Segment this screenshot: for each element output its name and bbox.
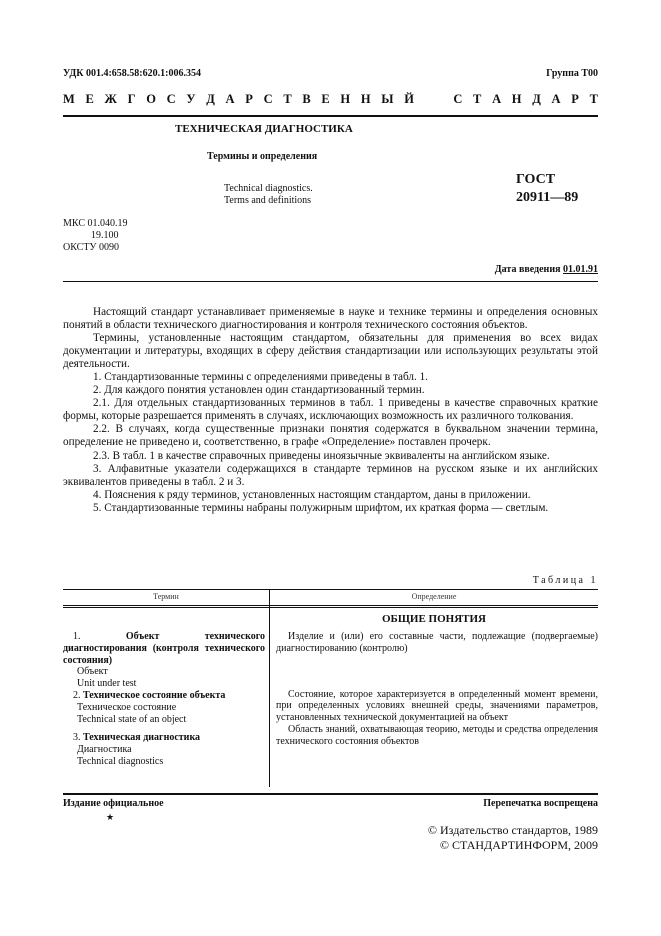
gost-code: 20911—89 (516, 190, 579, 205)
table-header-definition: Определение (411, 592, 457, 601)
banner-letter: А (225, 92, 235, 106)
table-row-term (63, 690, 265, 702)
term-name: Техническое состояние объекта (83, 689, 226, 701)
gost-label: ГОСТ (516, 172, 556, 187)
paragraph: 2. Для каждого понятия установлен один стандартизованный термин. (93, 384, 425, 397)
paragraph: 2.1. Для отдельных стандартизованных терминов в табл. 1 приведены в качестве справочных краткие формы, которые разрешается применять в случаях, исключающих возможность их различного толкования. (63, 397, 598, 423)
gost-number (516, 171, 578, 207)
banner-letter: Й (404, 92, 414, 106)
classification-codes (63, 218, 127, 254)
banner-letter: Н (360, 92, 371, 106)
table-row-term (63, 631, 265, 666)
english-title-line: Terms and definitions (224, 195, 312, 206)
term-short: Диагностика (77, 744, 132, 756)
banner-letter: Т (283, 92, 292, 106)
table-header-term: Термин (153, 592, 179, 601)
body-text (63, 306, 598, 515)
document-subtitle: Термины и определения (207, 151, 318, 162)
paragraph: Настоящий стандарт устанавливает применяемые в науке и технике термины и определения основных понятий в области технического диагностирования и контроля технического состояния объектов. (63, 306, 598, 332)
banner-letter: А (551, 92, 561, 106)
copyright-line: © СТАНДАРТИНФОРМ, 2009 (439, 838, 598, 852)
english-title (224, 183, 313, 207)
banner-letter: С (263, 92, 273, 106)
paragraph: 2.2. В случаях, когда существенные признаки понятия содержатся в буквальном значении термина, определение не приведено и, соответственно, в графе «Определение» поставлен прочерк. (63, 423, 598, 449)
copyright (428, 823, 598, 853)
banner-letter: Т (473, 92, 482, 106)
mks-code: МКС 01.040.19 (63, 218, 128, 229)
term-number: 1. (73, 631, 81, 642)
term-number: 3. (73, 732, 81, 744)
banner-letter: Ж (104, 92, 117, 106)
term-number: 2. (73, 689, 81, 701)
banner-letter: Д (532, 92, 541, 106)
banner-letter: С (166, 92, 176, 106)
paragraph: 5. Стандартизованные термины набраны полужирным шрифтом, их краткая форма — светлым. (93, 501, 549, 514)
table-header-rule (63, 607, 598, 608)
term-english: Technical diagnostics (77, 755, 164, 767)
paragraph: 2.3. В табл. 1 в качестве справочных приведены иноязычные эквиваленты на английском языке. (93, 449, 550, 462)
banner-gap (425, 92, 443, 107)
english-title-line: Technical diagnostics. (224, 183, 313, 194)
banner-letter: Е (321, 92, 330, 106)
intro-date-value: 01.01.91 (563, 264, 598, 275)
oksty-code: ОКСТУ 0090 (63, 242, 120, 253)
header-rule (63, 115, 598, 117)
banner-letter: Д (206, 92, 215, 106)
banner-letter: В (302, 92, 311, 106)
term-name: Объект технического диагностирования (контроля технического состояния) (63, 631, 265, 666)
intro-date (495, 264, 598, 275)
reprint-notice: Перепечатка воспрещена (483, 798, 598, 809)
term-name: Техническая диагностика (83, 732, 201, 744)
intro-rule (63, 281, 598, 282)
banner-letter: Н (511, 92, 522, 106)
document-title: ТЕХНИЧЕСКАЯ ДИАГНОСТИКА (175, 123, 353, 135)
table-top-rule (63, 589, 598, 590)
footer-rule (63, 793, 598, 795)
banner-letter: Т (589, 92, 598, 106)
banner-letter: М (63, 92, 75, 106)
banner-letter: Н (340, 92, 351, 106)
banner-letter: Р (571, 92, 579, 106)
banner-letter: О (146, 92, 156, 106)
banner-letter: Ы (381, 92, 394, 106)
banner-letter: Е (85, 92, 94, 106)
mks-code: 19.100 (91, 230, 119, 241)
paragraph: 1. Стандартизованные термины с определениями приведены в табл. 1. (93, 371, 428, 384)
paragraph: Термины, установленные настоящим стандартом, обязательны для применения во всех видах документации и литературы, входящих в сферу действия стандартизации или использующих результаты этой деятельности. (63, 332, 598, 371)
table-row-definition: Состояние, которое характеризуется в определенный момент времени, при определенных условиях внешней среды, значениями параметров, установленных технической документацией на объект (276, 688, 598, 724)
banner-letter: А (492, 92, 502, 106)
banner-letter: Р (245, 92, 253, 106)
term-short: Объект (77, 666, 108, 678)
paragraph: 3. Алфавитные указатели содержащихся в стандарте терминов на русском языке и их английских эквивалентов приведены в табл. 2 и 3. (63, 462, 598, 488)
terms-column (63, 631, 265, 768)
table-label: Таблица 1 (532, 575, 598, 586)
banner-letter: С (453, 92, 463, 106)
copyright-line: © Издательство стандартов, 1989 (427, 823, 598, 837)
table-section-title: ОБЩИЕ ПОНЯТИЯ (381, 613, 486, 625)
official-edition: Издание официальное (63, 798, 164, 809)
star-icon: ★ (106, 812, 115, 822)
table-row-definition: Изделие и (или) его составные части, подлежащие (подвергаемые) диагностированию (контролю) (276, 631, 598, 654)
banner-letter: У (186, 92, 196, 106)
standard-banner (63, 92, 598, 107)
paragraph: 4. Пояснения к ряду терминов, установленных настоящим стандартом, даны в приложении. (93, 488, 531, 501)
table-row-term (63, 732, 265, 744)
term-english: Technical state of an object (77, 713, 187, 725)
term-english: Unit under test (77, 678, 137, 690)
table-row-definition: Область знаний, охватывающая теорию, методы и средства определения технического состояния объектов (276, 723, 598, 747)
intro-date-label: Дата введения (494, 264, 561, 275)
definitions-column (276, 631, 598, 748)
banner-letter: Г (127, 92, 136, 106)
udk-code: УДК 001.4:658.58:620.1:006.354 (63, 68, 201, 79)
term-short: Техническое состояние (77, 701, 177, 713)
table-header-rule (63, 605, 598, 606)
group-code: Группа Т00 (546, 68, 598, 79)
